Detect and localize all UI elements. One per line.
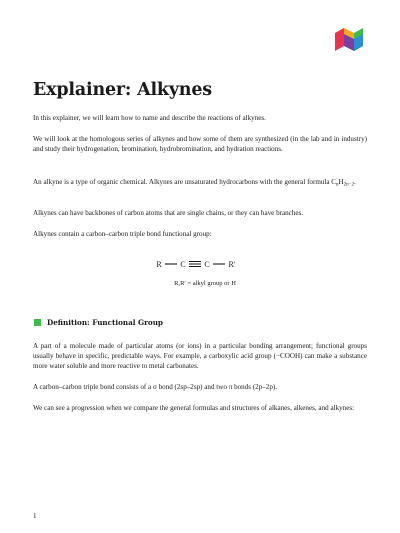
structure-carbon-1: C — [180, 260, 186, 269]
functional-group-paragraph: Alkynes contain a carbon–carbon triple bond functional group: — [33, 230, 212, 238]
definition-title: Definition: Functional Group — [47, 318, 163, 327]
progression-paragraph: We can see a progression when we compare the general formulas and structures of alkanes, alkenes, and alkynes: — [33, 404, 355, 412]
definition-bullet — [34, 319, 41, 326]
definition-text: A part of a molecule made of particular atoms (or ions) in a particular bonding arrangement; functional groups usually behave in specific, predictable ways. For example, a carboxylic acid group (−COOH) can make a substance more water soluble and more reactive to metal carbonates. — [33, 342, 367, 371]
structure-r-left: R — [156, 260, 162, 269]
nagwa-logo — [334, 26, 364, 54]
triple-bond-structure — [150, 254, 260, 274]
bonds-paragraph: A carbon–carbon triple bond consists of a σ bond (2sp–2sp) and two π bonds (2p–2p). — [33, 383, 278, 391]
homologous-paragraph: We will look at the homologous series of alkynes and how some of them are synthesized (in the lab and in industry) and study their hydrogenation, bromination, hydrobromination, and hydration reactions. — [33, 135, 367, 154]
structure-caption: R,R′ = alkyl group or H — [174, 280, 236, 287]
structure-r-right: R′ — [228, 260, 236, 269]
backbones-paragraph: Alkynes can have backbones of carbon atoms that are single chains, or they can have branches. — [33, 209, 304, 217]
alkyne-definition-paragraph: An alkyne is a type of organic chemical. Alkynes are unsaturated hydrocarbons with the general formula $C_nH_{2n-2}$. — [33, 178, 356, 188]
page-number: 1 — [33, 512, 37, 520]
page-title: Explainer: Alkynes — [33, 80, 212, 100]
structure-carbon-2: C — [204, 260, 210, 269]
intro-paragraph: In this explainer, we will learn how to name and describe the reactions of alkynes. — [33, 114, 266, 122]
